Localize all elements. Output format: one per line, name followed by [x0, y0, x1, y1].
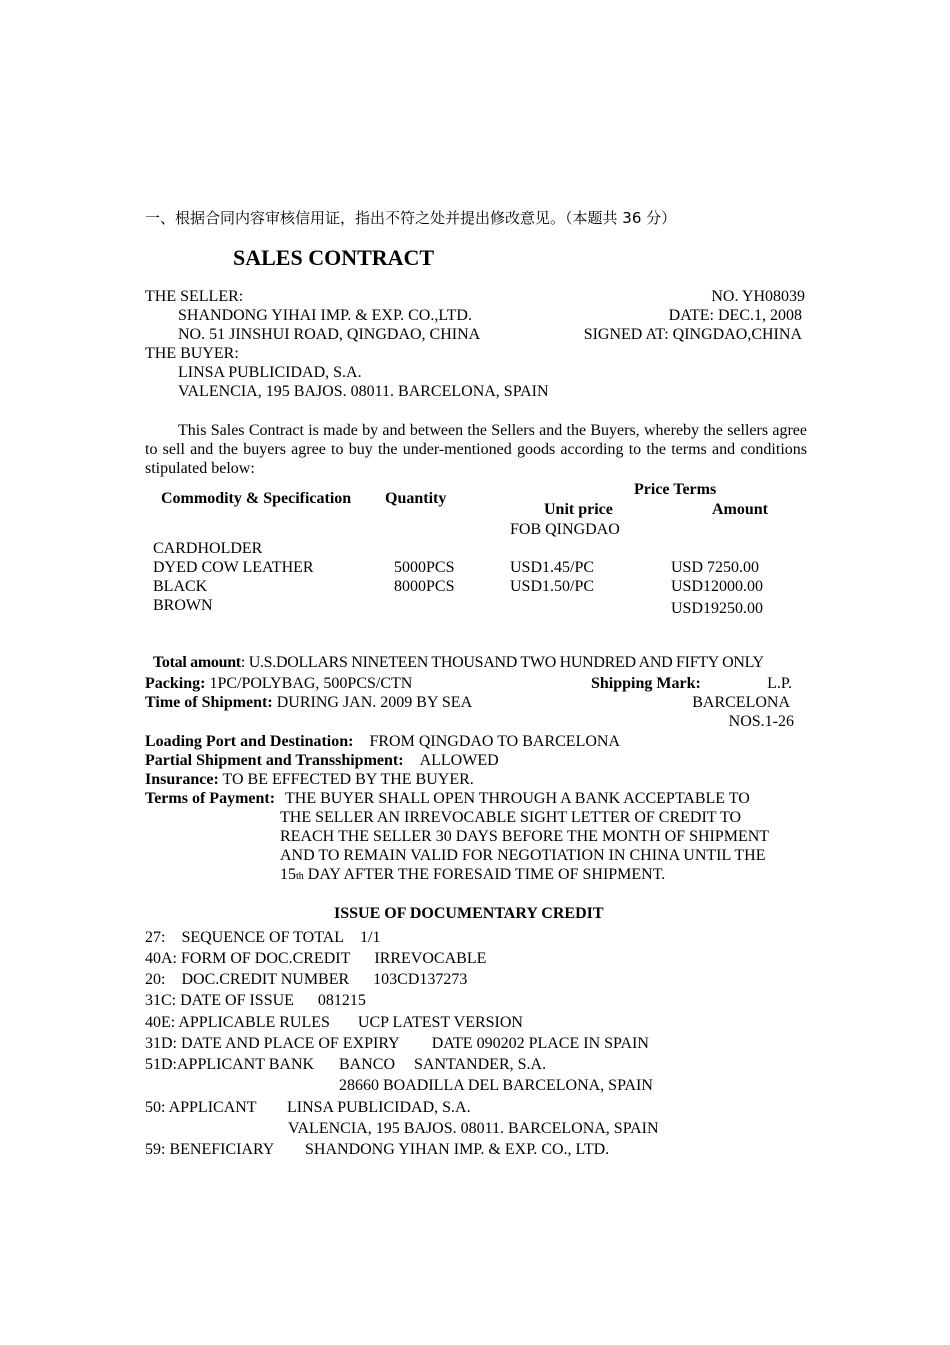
partial-line: [145, 751, 499, 770]
credit-field: [145, 1034, 649, 1053]
port-label: Loading Port and Destination:: [145, 733, 354, 750]
payment-line: THE SELLER AN IRREVOCABLE SIGHT LETTER OF CREDIT TO: [280, 809, 742, 826]
buyer-name: LINSA PUBLICIDAD, S.A.: [178, 364, 362, 381]
total-amount-line: [153, 653, 764, 672]
header-amount: Amount: [712, 501, 769, 518]
field-name: FORM OF DOC.CREDIT: [181, 950, 351, 967]
applicant-address: VALENCIA, 195 BAJOS. 08011. BARCELONA, SPAIN: [288, 1120, 659, 1137]
field-tag: 31D:: [145, 1035, 177, 1052]
payment-label: Terms of Payment:: [145, 790, 276, 807]
total-amount-value: : U.S.DOLLARS NINETEEN THOUSAND TWO HUNDRED AND FIFTY ONLY: [240, 654, 764, 671]
buyer-label: THE BUYER:: [145, 345, 239, 362]
field-name: SEQUENCE OF TOTAL: [181, 929, 345, 946]
quantity-cell: 5000PCS: [394, 559, 455, 576]
commodity-line: BROWN: [153, 597, 213, 614]
insurance-label: Insurance:: [145, 771, 219, 788]
applicant-bank-tag: 51D:APPLICANT BANK: [145, 1056, 315, 1073]
port-value: FROM QINGDAO TO BARCELONA: [369, 733, 621, 750]
header-unit-price: Unit price: [544, 501, 613, 518]
question-heading: 一、根据合同内容审核信用证，指出不符之处并提出修改意见。（本题共 36 分）: [145, 209, 677, 227]
shipping-mark-line: L.P.: [767, 675, 792, 692]
partial-value: ALLOWED: [419, 752, 499, 769]
partial-label: Partial Shipment and Transshipment:: [145, 752, 404, 769]
contract-title: SALES CONTRACT: [233, 245, 435, 270]
field-value: IRREVOCABLE: [374, 950, 487, 967]
field-value: 1/1: [360, 929, 381, 946]
shipment-label: Time of Shipment:: [145, 694, 273, 711]
total-amount-cell: USD19250.00: [671, 600, 764, 617]
header-quantity: Quantity: [385, 490, 447, 507]
commodity-line: DYED COW LEATHER: [153, 559, 314, 576]
credit-title: ISSUE OF DOCUMENTARY CREDIT: [334, 905, 604, 922]
unit-price-cell: USD1.45/PC: [510, 559, 595, 576]
seller-address: NO. 51 JINSHUI ROAD, QINGDAO, CHINA: [178, 326, 481, 343]
port-line: [145, 732, 620, 751]
payment-line: [280, 865, 665, 886]
header-commodity: Commodity & Specification: [161, 490, 352, 507]
credit-field: [145, 1013, 523, 1032]
field-value: DATE 090202 PLACE IN SPAIN: [431, 1035, 649, 1052]
payment-line-rest: DAY AFTER THE FORESAID TIME OF SHIPMENT.: [303, 866, 666, 883]
insurance-value: TO BE EFFECTED BY THE BUYER.: [222, 771, 474, 788]
total-amount-label: Total amount: [153, 654, 241, 671]
amount-cell: USD12000.00: [671, 578, 764, 595]
field-tag: 40A:: [145, 950, 177, 967]
header-price-terms: Price Terms: [634, 481, 717, 498]
seller-label: THE SELLER:: [145, 288, 244, 305]
beneficiary-tag: 59: BENEFICIARY: [145, 1141, 275, 1158]
contract-intro: This Sales Contract is made by and between the Sellers and the Buyers, whereby the sellers agree to sell and the buyers agree to buy the under-mentioned goods according to the terms and conditions stipulated below:: [145, 422, 807, 477]
applicant-name: LINSA PUBLICIDAD, S.A.: [287, 1099, 471, 1116]
shipment-value: DURING JAN. 2009 BY SEA: [276, 694, 473, 711]
payment-line: REACH THE SELLER 30 DAYS BEFORE THE MONTH OF SHIPMENT: [280, 828, 770, 845]
credit-field: [145, 991, 366, 1010]
field-name: DATE OF ISSUE: [180, 992, 294, 1009]
credit-field: [145, 970, 467, 989]
credit-field: [145, 928, 380, 947]
shipping-mark-line: BARCELONA: [692, 694, 790, 711]
field-tag: 31C:: [145, 992, 177, 1009]
field-tag: 27:: [145, 929, 166, 946]
applicant-tag: 50: APPLICANT: [145, 1099, 257, 1116]
field-value: 081215: [317, 992, 366, 1009]
amount-cell: USD 7250.00: [671, 559, 760, 576]
quantity-cell: 8000PCS: [394, 578, 455, 595]
payment-line: AND TO REMAIN VALID FOR NEGOTIATION IN CHINA UNTIL THE: [280, 847, 766, 864]
field-name: DOC.CREDIT NUMBER: [181, 971, 350, 988]
payment-line: THE BUYER SHALL OPEN THROUGH A BANK ACCEPTABLE TO: [285, 790, 750, 807]
seller-name: SHANDONG YIHAI IMP. & EXP. CO.,LTD.: [178, 307, 472, 324]
contract-number: NO. YH08039: [711, 288, 805, 305]
applicant-bank-address: 28660 BOADILLA DEL BARCELONA, SPAIN: [339, 1077, 653, 1094]
shipping-mark-label: Shipping Mark:: [591, 675, 701, 692]
field-name: APPLICABLE RULES: [178, 1014, 330, 1031]
field-name: DATE AND PLACE OF EXPIRY: [181, 1035, 400, 1052]
commodity-line: CARDHOLDER: [153, 540, 263, 557]
field-tag: 20:: [145, 971, 166, 988]
packing-value: 1PC/POLYBAG, 500PCS/CTN: [209, 675, 413, 692]
payment-day-number: 15: [280, 866, 296, 883]
unit-price-cell: USD1.50/PC: [510, 578, 595, 595]
beneficiary-value: SHANDONG YIHAN IMP. & EXP. CO., LTD.: [305, 1141, 610, 1158]
field-value: UCP LATEST VERSION: [357, 1014, 523, 1031]
applicant-bank-name-a: BANCO: [339, 1056, 396, 1073]
payment-day-suffix: th: [296, 871, 304, 882]
contract-date: DATE: DEC.1, 2008: [668, 307, 802, 324]
insurance-line: [145, 770, 474, 789]
field-value: 103CD137273: [373, 971, 468, 988]
price-basis: FOB QINGDAO: [510, 521, 620, 538]
buyer-address: VALENCIA, 195 BAJOS. 08011. BARCELONA, SPAIN: [178, 383, 549, 400]
shipping-mark-line: NOS.1-26: [728, 713, 794, 730]
commodity-line: BLACK: [153, 578, 208, 595]
packing-label: Packing:: [145, 675, 206, 692]
field-tag: 40E:: [145, 1014, 176, 1031]
packing-line: [145, 674, 412, 693]
credit-field: [145, 949, 486, 968]
applicant-bank-name-b: SANTANDER, S.A.: [414, 1056, 547, 1073]
shipment-line: [145, 693, 472, 712]
signed-at: SIGNED AT: QINGDAO,CHINA: [583, 326, 802, 343]
